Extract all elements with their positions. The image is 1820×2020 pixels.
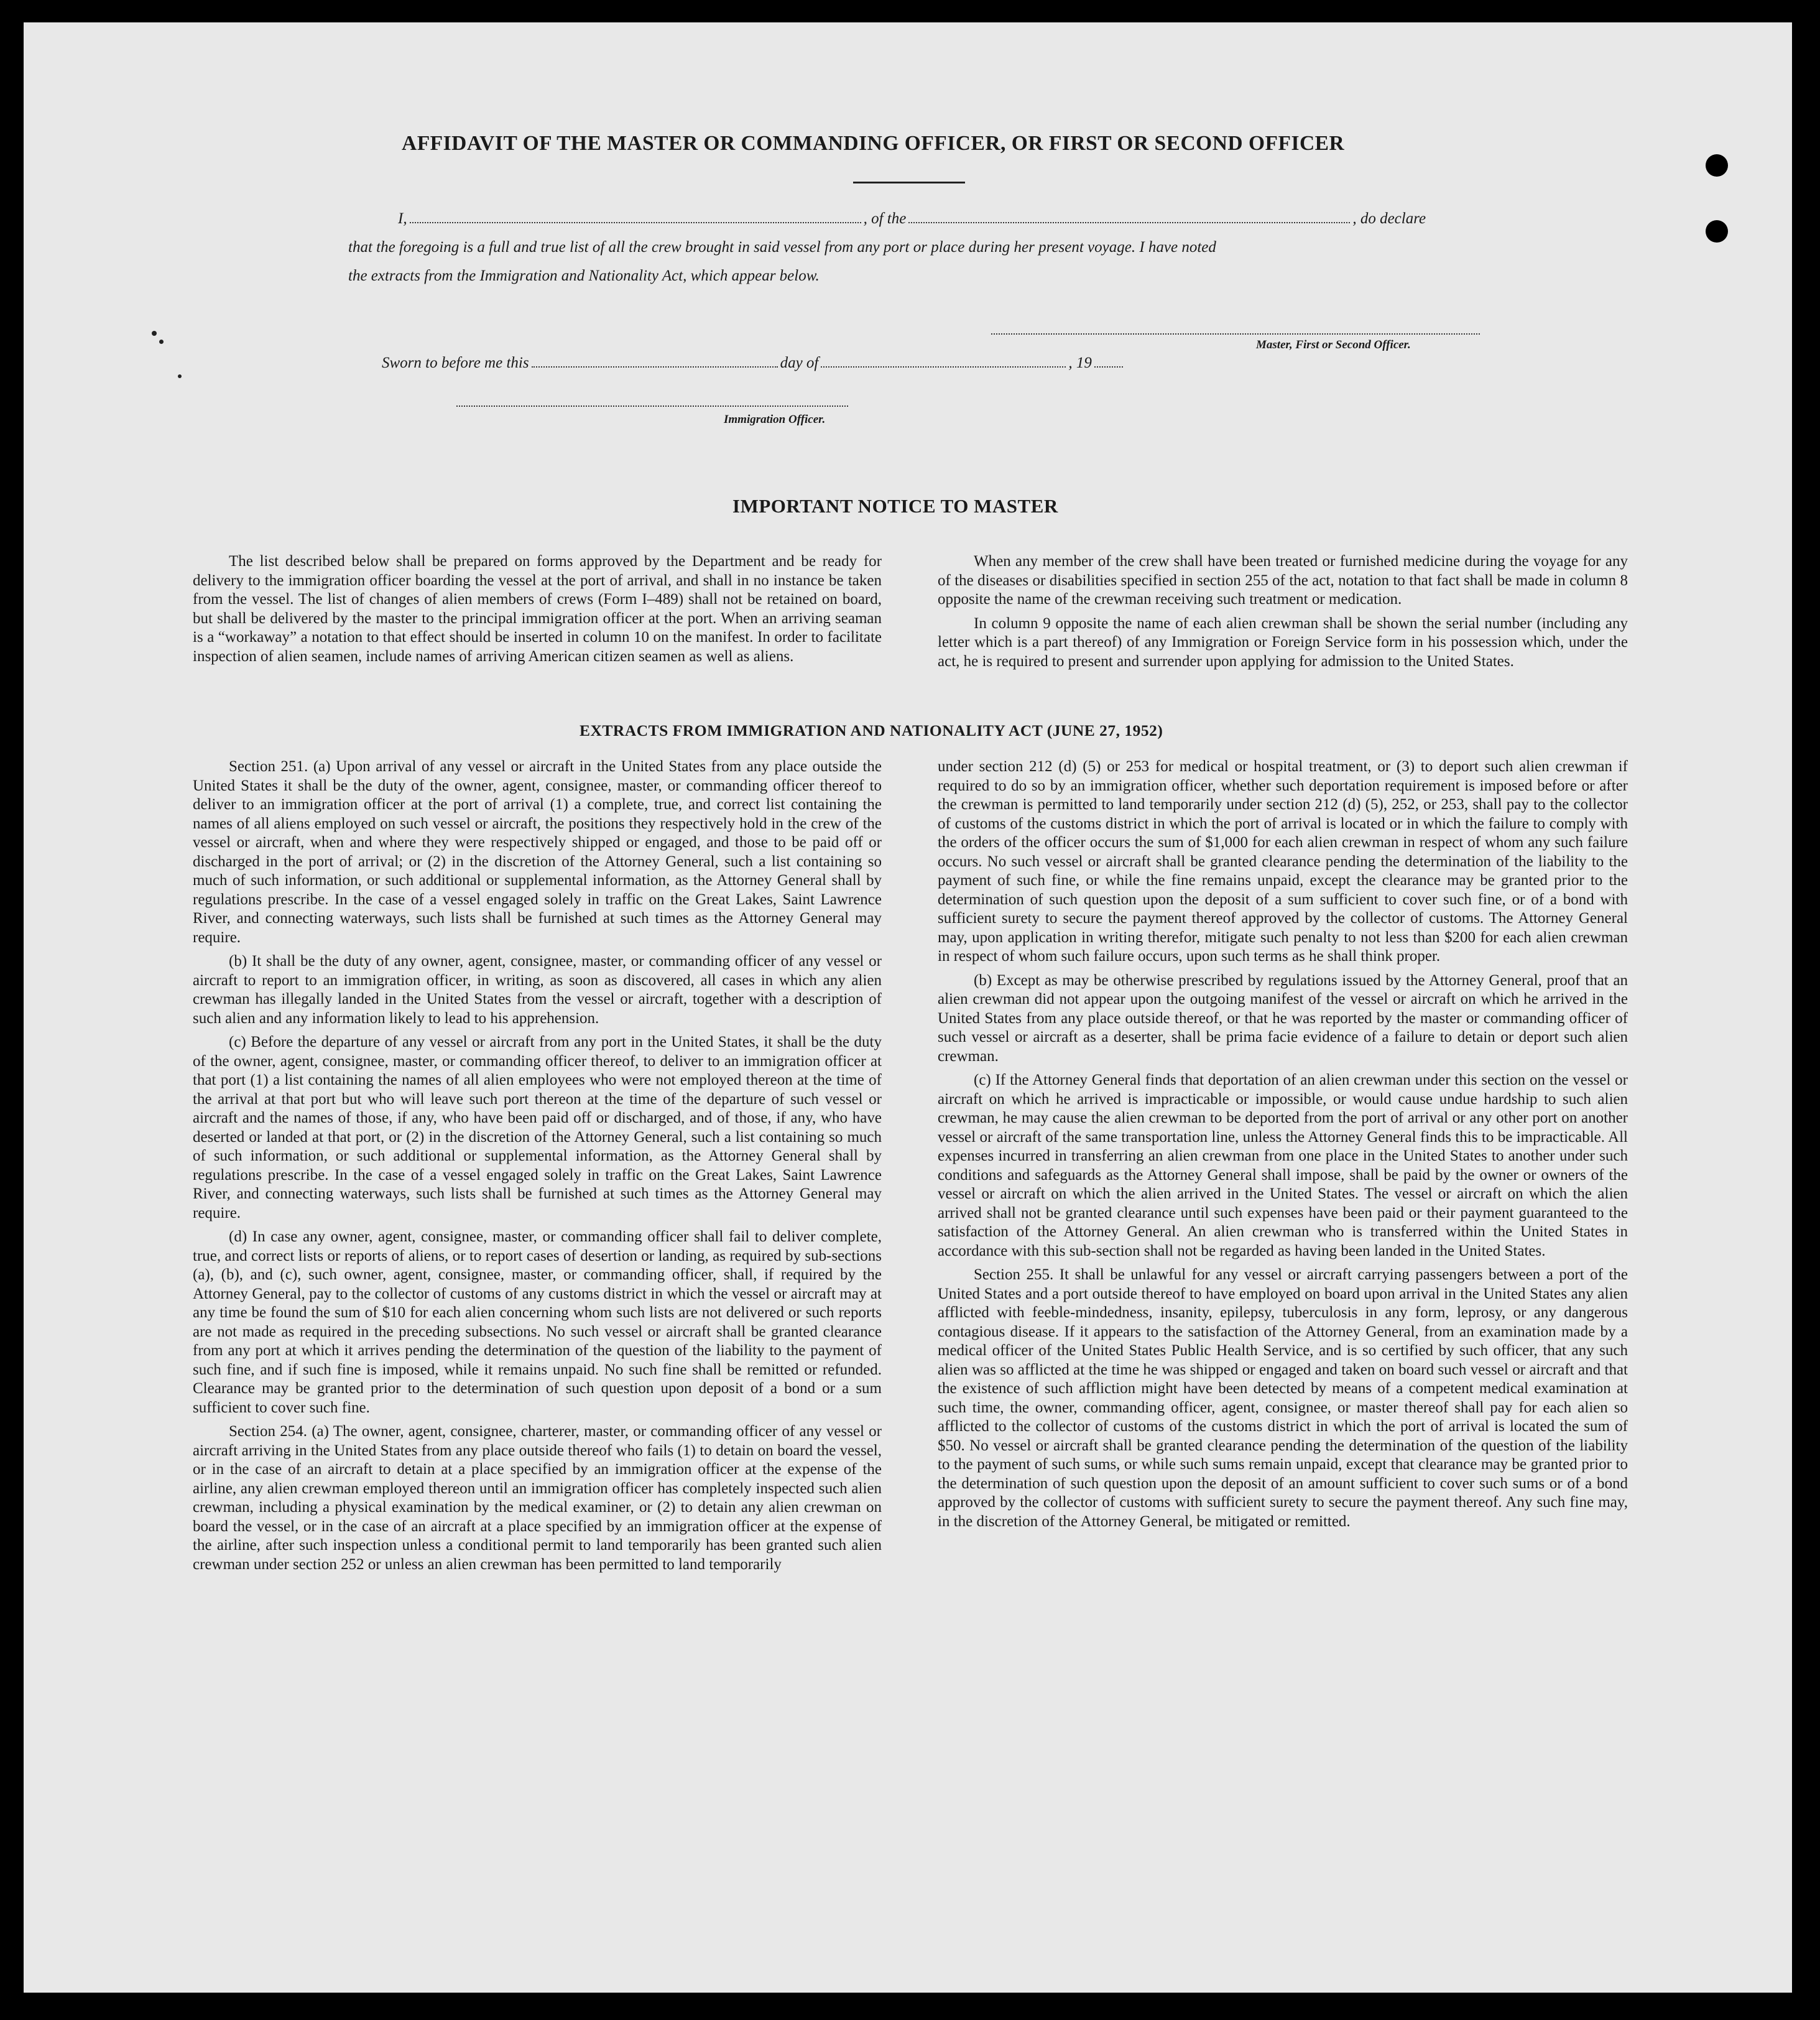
extract-paragraph: (b) It shall be the duty of any owner, agent, consignee, master, or commanding officer of any vessel or aircraft to report to an immigration officer, in writing, as soon as discovered, all cases in which any alien crewman has illegally landed in the United States from the vessel or aircraft, together with a description of such alien and any information likely to lead to his apprehension. [193, 953, 882, 1027]
title-rule [853, 182, 965, 183]
day-of-label: day of [780, 354, 819, 371]
extract-paragraph: (c) If the Attorney General finds that deportation of an alien crewman under this section on the vessel or aircraft on which he arrived is impracticable or impossible, or would cause undue hardship to such alien crewman, he may cause the alien crewman to be deported from the port of arrival or any other port on another vessel or aircraft of the same transportation line, unless the Attorney General finds this to be impracticable. All expenses incurred in transferring an alien crewman from one place in the United States to another under such conditions and safeguards as the Attorney General shall impose, shall be paid by the owner or owners of the vessel or aircraft on which the alien arrived in the United States. The vessel or aircraft on which the alien arrived shall not be granted clearance until such expenses have been paid or their payment guaranteed to the satisfaction of the Attorney General. An alien crewman who is transferred within the United States in accordance with this sub-section shall not be regarded as having been landed in the United States. [938, 1072, 1628, 1259]
notice-right-paragraph: When any member of the crew shall have been treated or furnished medicine during the voyage for any of the diseases or disabilities specified in section 255 of the act, notation to that fact shall be made in column 8 opposite the name of the crewman receiving such treatment or medication. [938, 553, 1628, 608]
of-the-label: , of the [863, 210, 907, 227]
do-declare-label: , do declare [1352, 210, 1426, 227]
extract-paragraph: Section 255. It shall be unlawful for any vessel or aircraft carrying passengers between a port of the United States and a port outside thereof to have employed on board upon arrival in the United States any alien afflicted with feeble-mindedness, insanity, epilepsy, tuberculosis in any form, leprosy, or any dangerous contagious disease. If it appears to the satisfaction of the Attorney General, from an examination made by a medical officer of the United States Public Health Service, and is so certified by such officer, that any such alien was so afflicted at the time he was shipped or engaged and taken on board such vessel or aircraft and that the existence of such affliction might have been detected by means of a competent medical examination at such time, the owner, commanding officer, agent, consignee, or master thereof shall pay for each alien so afflicted to the collector of customs of the customs district in which the port of arrival is located the sum of $50. No vessel or aircraft shall be granted clearance pending the determination of the question of the liability to the payment of such sums, or while such sums remain unpaid, except that clearance may be granted prior to the determination of such question upon the deposit of an amount sufficient to cover such sums or of a bond approved by the collector of customs with sufficient surety to secure the payment thereof. Any such fine may, in the discretion of the Attorney General, be mitigated or remitted. [938, 1266, 1628, 1530]
sworn-month-field[interactable] [821, 366, 1066, 368]
vessel-name-field[interactable] [908, 221, 1350, 223]
extracts-left-column [193, 758, 882, 1579]
speck [178, 374, 182, 378]
sworn-day-field[interactable] [532, 366, 778, 368]
punch-hole-top [1706, 154, 1728, 177]
declarant-prefix: I, [398, 210, 407, 227]
sworn-line [382, 354, 1252, 372]
extract-paragraph: under section 212 (d) (5) or 253 for medical or hospital treatment, or (3) to deport such alien crewman if required to do so by an immigration officer, whether such deportation requirement is imposed before or after the crewman is permitted to land temporarily under section 212 (d) (5), 252, or 253, shall pay to the collector of customs of the customs district in which the port of arrival is located or in which the failure to comply with the orders of the officer occurs the sum of $1,000 for each alien crewman in respect of whom any such failure occurs. No such vessel or aircraft shall be granted clearance pending the determination of the liability to the payment of such fine, or while the fine remains unpaid, except the clearance may be granted prior to the determination of such question upon the deposit of a sum sufficient to cover such fine, or of a bond with sufficient surety to secure the payment thereof approved by the collector of customs. The Attorney General may, upon application in writing therefor, mitigate such penalty to not less than $200 for each alien crewman in respect of whom such failure occurs, upon such terms as he shall think proper. [938, 758, 1628, 965]
extracts-right-column [938, 758, 1628, 1536]
punch-hole-bottom [1706, 220, 1728, 243]
affidavit-statement-2: the extracts from the Immigration and Nationality Act, which appear below. [348, 267, 820, 284]
affidavit-title: AFFIDAVIT OF THE MASTER OR COMMANDING OFFICER, OR FIRST OR SECOND OFFICER [402, 132, 1345, 155]
notice-left-column [193, 552, 882, 671]
document-page [24, 22, 1792, 1993]
speck [152, 331, 157, 336]
notice-title: IMPORTANT NOTICE TO MASTER [732, 495, 1058, 517]
master-signature-line[interactable] [991, 333, 1480, 335]
extract-paragraph: (b) Except as may be otherwise prescribed by regulations issued by the Attorney General, proof that an alien crewman did not appear upon the outgoing manifest of the vessel or aircraft on which he arrived in the United States from any place outside thereof, or that he was reported by the master or commanding officer of such vessel or aircraft as a deserter, shall be prima facie evidence of a failure to detain or deport such alien crewman. [938, 971, 1628, 1065]
notice-left-paragraph: The list described below shall be prepared on forms approved by the Department and be ready for delivery to the immigration officer boarding the vessel at the port of arrival, and shall in no instance be taken from the vessel. The list of changes of alien members of crews (Form I–489) shall not be retained on board, but shall be delivered by the master to the principal immigration officer at the port. When an arriving seaman is a “workaway” a notation to that effect should be inserted in column 10 on the manifest. In order to facilitate inspection of alien seamen, include names of arriving American citizen seamen as well as aliens. [193, 553, 882, 665]
officer-signature-line[interactable] [456, 405, 848, 407]
declarant-line [398, 210, 1505, 228]
year-label: , 19 [1068, 354, 1092, 371]
extract-paragraph: Section 254. (a) The owner, agent, consignee, charterer, master, or commanding officer of any vessel or aircraft arriving in the United States from any place outside thereof who fails (1) to detain on board the vessel, or in the case of an aircraft to detain at a place specified by an immigration officer at the expense of the airline, any alien crewman employed thereon until an immigration officer has completely inspected such alien crewman, including a physical examination by the medical examiner, or (2) to detain any alien crewman on board the vessel, or in the case of an aircraft at a place specified by an immigration officer at the expense of the airline, after such inspection unless a conditional permit to land temporarily has been granted such alien crewman under section 252 or unless an alien crewman has been permitted to land temporarily [193, 1423, 882, 1573]
extracts-title: EXTRACTS FROM IMMIGRATION AND NATIONALITY ACT (JUNE 27, 1952) [580, 721, 1163, 739]
extract-paragraph: (d) In case any owner, agent, consignee, master, or commanding officer shall fail to deliver complete, true, and correct lists or reports of aliens, or to report cases of desertion or landing, as required by sub-sections (a), (b), and (c), such owner, agent, consignee, master, or commanding officer, shall, if required by the Attorney General, pay to the collector of customs of any customs district in which the vessel or aircraft may at any time be found the sum of $10 for each alien concerning whom such lists are not delivered or such reports are not made as required in the preceding subsections. No such vessel or aircraft shall be granted clearance from any port at which it arrives pending the determination of the question of the liability to the payment of such fine, and if such fine is imposed, while it remains unpaid. No such fine shall be remitted or refunded. Clearance may be granted prior to the determination of such question upon deposit of a bond or a sum sufficient to cover such fine. [193, 1228, 882, 1416]
extract-paragraph: (c) Before the departure of any vessel or aircraft from any port in the United States, it shall be the duty of the owner, agent, consignee, master, or commanding officer thereof, to deliver to an immigration officer at that port (1) a list containing the names of all alien employees who were not employed thereon at the time of the arrival at that port but who will leave such port thereon at the time of the departure of such vessel or aircraft and the names of those, if any, who have been paid off or discharged, and of those, if any, who have deserted or landed at that port, or (2) in the discretion of the Attorney General, such a list containing so much of such information, or such additional or supplemental information, as the Attorney General shall by regulations prescribe. In the case of a vessel engaged solely in traffic on the Great Lakes, Saint Lawrence River, and connecting waterways, such lists shall be furnished at such times as the Attorney General may require. [193, 1034, 882, 1221]
master-caption: Master, First or Second Officer. [1256, 338, 1411, 351]
officer-caption: Immigration Officer. [724, 413, 826, 426]
extract-paragraph: Section 251. (a) Upon arrival of any vessel or aircraft in the United States from any place outside the United States it shall be the duty of the owner, agent, consignee, master, or commanding officer thereof to deliver to an immigration officer at the port of arrival (1) a complete, true, and correct list containing the names of all aliens employed on such vessel or aircraft, the positions they respectively hold in the crew of the vessel or aircraft, when and where they were respectively shipped or engaged, and those to be paid off or discharged in the port of arrival; or (2) in the discretion of the Attorney General, such a list containing so much of such information, or such additional or supplemental information, as the Attorney General shall by regulations prescribe. In the case of a vessel engaged solely in traffic on the Great Lakes, Saint Lawrence River, and connecting waterways, such lists shall be furnished at such times as the Attorney General may require. [193, 758, 882, 946]
notice-right-column [938, 552, 1628, 676]
sworn-year-field[interactable] [1094, 366, 1123, 368]
notice-right-paragraph: In column 9 opposite the name of each alien crewman shall be shown the serial number (including any letter which is a part thereof) of any Immigration or Foreign Service form in his possession which, under the act, he is required to present and surrender upon applying for admission to the United States. [938, 614, 1628, 670]
sworn-label: Sworn to before me this [382, 354, 529, 371]
speck [159, 340, 164, 344]
declarant-name-field[interactable] [410, 221, 861, 223]
affidavit-statement-1: that the foregoing is a full and true list of all the crew brought in said vessel from any port or place during her present voyage. I have noted [348, 239, 1216, 256]
